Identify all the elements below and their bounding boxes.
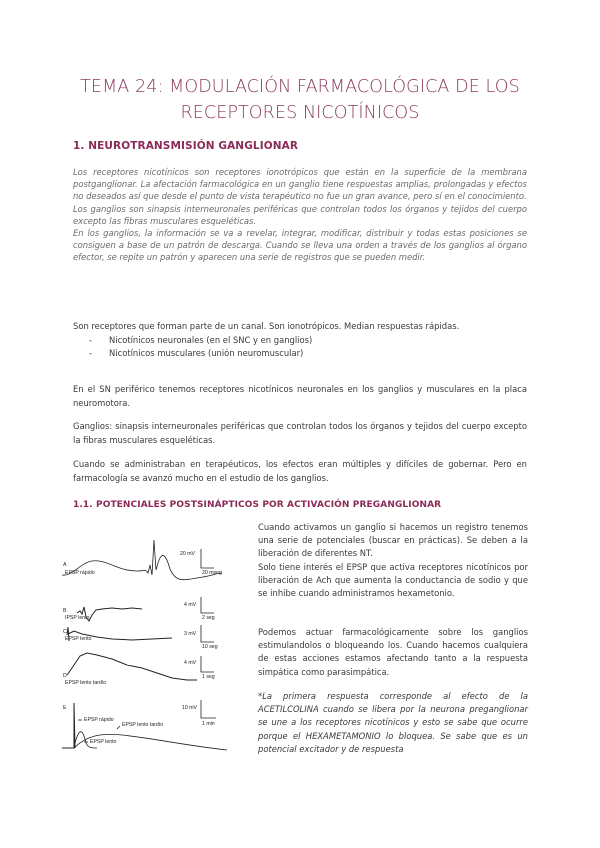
therapeutics-paragraph (73, 458, 527, 485)
peripheral-paragraph (73, 383, 527, 410)
panel-letter: C (63, 629, 67, 635)
annotation-slow: EPSP lento (90, 739, 117, 745)
scale-time: 10 seg (202, 644, 218, 650)
paragraph-text: Podemos actuar farmacológicamente sobre los ganglios estimulandolos o bloqueando los. Cuando hacemos cualquiera de estas acciones estamos afectando tanto a la respuesta simpática como parasimpática. (258, 627, 528, 677)
section-heading-1-1: 1.1. POTENCIALES POSTSINÁPTICOS POR ACTIVACIÓN PREGANGLIONAR (73, 500, 442, 510)
scale-voltage: 20 mV (180, 551, 195, 557)
intro-paragraph: Los ganglios son sinapsis interneuronales periféricas que controlan todos los órganos y tejidos del cuerpo excepto las fibras musculares esqueléticas. (73, 203, 527, 226)
paragraph-text: Cuando se administraban en terapéuticos, los efectos eran múltiples y difíciles de gobernar. Pero en farmacología se avanzó mucho en el estudio de los ganglios. (73, 459, 527, 483)
paragraph-text: Solo tiene interés el EPSP que activa receptores nicotínicos por liberación de Ach que aumenta la conductancia de sodio y que se inhibe cuando administramos hexametonio. (258, 561, 528, 599)
panel-letter: A (63, 562, 67, 568)
scale-time: 1 min (202, 721, 215, 727)
panel-letter: D (63, 673, 67, 679)
panel-label: IPSP lento (65, 615, 90, 621)
scale-time: 1 seg (202, 674, 215, 680)
intro-paragraph: En los ganglios, la información se va a revelar, integrar, modificar, distribuir y todas estas posiciones se consiguen a base de un patrón de descarga. Cuando se lleva una orden a través de los ganglios al órgano efector, se repite un patrón y aparecen una serie de registros que se pueden medir. (73, 228, 527, 263)
scale-voltage: 4 mV (184, 602, 197, 608)
annotation-late: EPSP lento tardío (122, 722, 164, 728)
paragraph-text: Ganglios: sinapsis interneuronales periféricas que controlan todos los órganos y tejidos del cuerpo excepto la fibras musculares esqueléticas. (73, 421, 527, 445)
scale-voltage: 10 mV (182, 705, 197, 711)
postsynaptic-potentials-figure (62, 535, 240, 765)
panel-label: EPSP rápido (65, 570, 95, 576)
annotation-fast: EPSP rápido (84, 717, 114, 723)
right-column-text-1 (258, 521, 528, 600)
list-item: - Nicotínicos musculares (unión neuromuscular) (73, 347, 527, 361)
panel-label: EPSP lento (65, 636, 92, 642)
right-column-note (258, 690, 528, 756)
right-column-text-2 (258, 626, 528, 679)
scale-time: 2 seg (202, 615, 215, 621)
intro-italic-block (73, 166, 527, 264)
ganglia-paragraph (73, 420, 527, 447)
title-line-2: RECEPTORES NICOTÍNICOS (180, 103, 420, 123)
paragraph-text: En el SN periférico tenemos receptores nicotínicos neuronales en los ganglios y musculares en la placa neuromotora. (73, 384, 527, 408)
panel-label: EPSP lento tardío (65, 680, 107, 686)
scale-voltage: 4 mV (184, 660, 197, 666)
intro-paragraph: Los receptores nicotínicos son receptores ionotrópicos que están en la superficie de la membrana postganglionar. La afectación farmacológica en un ganglio tiene respuestas amplias, prolongadas y efectos no deseados así que desde el punto de vista terapéutico no fue un gran avance, pero sí en el conocimiento. (73, 167, 527, 202)
receptor-types-list (73, 334, 527, 361)
list-item: - Nicotínicos neuronales (en el SNC y en ganglios) (73, 334, 527, 348)
scale-time: 20 mseg (202, 570, 222, 576)
title-line-1: TEMA 24: MODULACIÓN FARMACOLÓGICA DE LOS (80, 77, 520, 97)
paragraph-text: *La primera respuesta corresponde al efecto de la ACETILCOLINA cuando se libera por la neurona preganglionar se une a los receptores nicotínicos y esto se sabe que ocurre porque el HEXAMETAMONIO lo bloquea. Se sabe que es un potencial excitador y de respuesta (258, 691, 528, 754)
panel-letter: E (63, 705, 67, 711)
paragraph-text: Son receptores que forman parte de un canal. Son ionotrópicos. Median respuestas rápidas. (73, 321, 460, 331)
page-title (60, 74, 540, 126)
scale-voltage: 3 mV (184, 631, 197, 637)
receptors-paragraph (73, 320, 527, 361)
paragraph-text: Cuando activamos un ganglio si hacemos un registro tenemos una serie de potenciales (buscar en prácticas). Se deben a la liberación de diferentes NT. (258, 522, 528, 559)
panel-letter: B (63, 608, 67, 614)
section-heading-1: 1. NEUROTRANSMISIÓN GANGLIONAR (73, 140, 299, 152)
